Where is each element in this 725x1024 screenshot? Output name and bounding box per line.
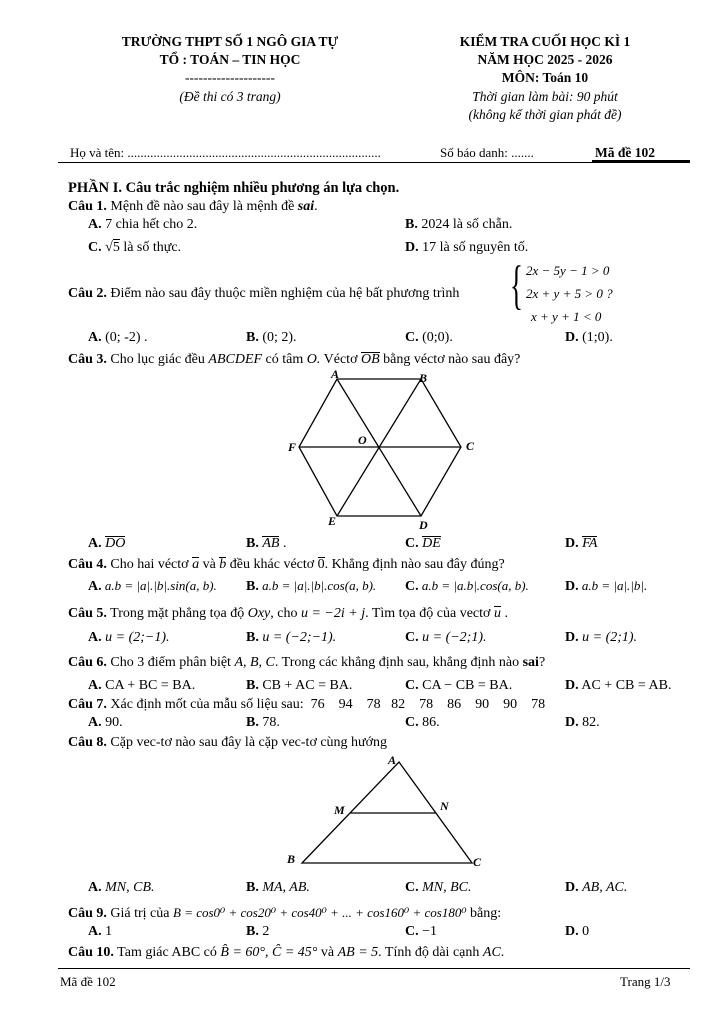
q9-option-d[interactable]: D. 0 — [565, 924, 590, 939]
hex-label-f: F — [288, 440, 297, 454]
tri-label-n: N — [440, 799, 449, 813]
code-underline — [592, 160, 690, 162]
student-id-field: Số báo danh: ....... — [440, 145, 534, 160]
question-4: Câu 4. Cho hai véctơ a và b đều khác véctơ 0. Khẳng định nào sau đây đúng? — [68, 557, 505, 572]
q5-option-b[interactable]: B. u = (−2;−1). — [246, 630, 337, 645]
q6-option-d[interactable]: D. AC + CB = AB. — [565, 678, 672, 693]
q1-option-a[interactable]: A. 7 chia hết cho 2. — [88, 217, 198, 232]
school-name: TRƯỜNG THPT SỐ 1 NGÔ GIA TỰ — [121, 34, 339, 49]
footer-exam-code: Mã đề 102 — [60, 974, 116, 989]
q1-option-c[interactable]: C. √5 là số thực. — [88, 240, 182, 255]
q1-text: Mệnh đề nào sau đây là mệnh đề — [110, 199, 295, 214]
exam-code: Mã đề 102 — [595, 145, 655, 160]
q4-option-c[interactable]: C. a.b = |a.b|.cos(a, b). — [405, 578, 529, 594]
pages-note: (Đề thi có 3 trang) — [179, 89, 281, 104]
q1-option-b[interactable]: B. 2024 là số chẵn. — [405, 217, 513, 232]
q3-option-b[interactable]: B. AB . — [246, 536, 287, 551]
q7-option-c[interactable]: C. 86. — [405, 715, 440, 730]
q5-option-d[interactable]: D. u = (2;1). — [565, 630, 638, 645]
tri-label-a: A — [388, 753, 397, 767]
q5-option-a[interactable]: A. u = (2;−1). — [88, 630, 170, 645]
q3-option-c[interactable]: C. DE — [405, 536, 441, 551]
q5-option-c[interactable]: C. u = (−2;1). — [405, 630, 487, 645]
q4-option-d[interactable]: D. a.b = |a|.|b|. — [565, 578, 648, 594]
q7-option-d[interactable]: D. 82. — [565, 715, 600, 730]
hex-label-b: B — [419, 371, 428, 385]
tri-label-b: B — [287, 852, 296, 866]
q2-option-b[interactable]: B. (0; 2). — [246, 330, 297, 345]
department-name: TỔ : TOÁN – TIN HỌC — [159, 52, 301, 67]
question-8: Câu 8. Cặp vec-tơ nào sau đây là cặp vec-tơ cùng hướng — [68, 735, 388, 750]
hexagon-figure — [280, 368, 480, 538]
q2-option-c[interactable]: C. (0;0). — [405, 330, 453, 345]
q6-option-c[interactable]: C. CA − CB = BA. — [405, 678, 513, 693]
hex-label-a: A — [331, 368, 340, 381]
q2-option-a[interactable]: A. (0; -2) . — [88, 330, 148, 345]
q8-option-c[interactable]: C. MN, BC. — [405, 880, 472, 895]
hex-label-e: E — [328, 514, 337, 528]
header-dashes: -------------------- — [185, 70, 275, 85]
q8-option-b[interactable]: B. MA, AB. — [246, 880, 310, 895]
q4-option-b[interactable]: B. a.b = |a|.|b|.cos(a, b). — [246, 578, 377, 594]
question-6: Câu 6. Cho 3 điểm phân biệt A, B, C. Trong các khẳng định sau, khẳng định nào sai? — [68, 655, 546, 670]
q4-option-a[interactable]: A. a.b = |a|.|b|.sin(a, b). — [88, 578, 217, 594]
q2-option-d[interactable]: D. (1;0). — [565, 330, 613, 345]
system-eq-3: x + y + 1 < 0 — [531, 309, 602, 324]
q6-option-b[interactable]: B. CB + AC = BA. — [246, 678, 353, 693]
student-name-field: Họ và tên: .............................................................................. — [70, 145, 381, 160]
q8-option-a[interactable]: A. MN, CB. — [88, 880, 155, 895]
footer-page-number: Trang 1/3 — [620, 974, 671, 989]
triangle-figure — [282, 752, 492, 872]
q1-option-d[interactable]: D. 17 là số nguyên tố. — [405, 240, 529, 255]
system-brace: { — [510, 255, 523, 315]
q9-option-c[interactable]: C. −1 — [405, 924, 438, 939]
q1-label: Câu 1. — [68, 199, 107, 214]
q1-emph: sai — [297, 199, 315, 214]
question-7: Câu 7. Xác định mốt của mẫu số liệu sau: 76 94 78 82 78 86 90 90 78 — [68, 697, 546, 712]
hex-label-c: C — [466, 439, 475, 453]
subject: MÔN: Toán 10 — [501, 70, 589, 85]
header-divider — [58, 162, 690, 163]
exam-time-note: (không kể thời gian phát đề) — [468, 107, 622, 122]
hex-label-o: O — [358, 433, 367, 447]
exam-title: KIỂM TRA CUỐI HỌC KÌ 1 — [459, 34, 631, 49]
tri-label-m: M — [334, 803, 345, 817]
q3-option-a[interactable]: A. DO — [88, 536, 126, 551]
question-1: Câu 1. Mệnh đề nào sau đây là mệnh đề sai. — [68, 199, 318, 214]
question-10: Câu 10. Tam giác ABC có B̂ = 60°, Ĉ = 45° và AB = 5. Tính độ dài cạnh AC. — [68, 945, 505, 960]
q9-option-a[interactable]: A. 1 — [88, 924, 113, 939]
footer-divider — [58, 968, 690, 969]
q7-option-b[interactable]: B. 78. — [246, 715, 280, 730]
system-eq-1: 2x − 5y − 1 > 0 — [526, 263, 610, 278]
q6-option-a[interactable]: A. CA + BC = BA. — [88, 678, 196, 693]
tri-label-c: C — [473, 855, 482, 869]
q8-option-d[interactable]: D. AB, AC. — [565, 880, 628, 895]
q9-option-b[interactable]: B. 2 — [246, 924, 270, 939]
question-9: Câu 9. Giá trị của B = cos0⁰ + cos20⁰ + cos40⁰ + ... + cos160⁰ + cos180⁰ bằng: — [68, 905, 502, 921]
hex-label-d: D — [419, 518, 428, 532]
section-title: PHẦN I. Câu trắc nghiệm nhiều phương án lựa chọn. — [68, 180, 400, 196]
exam-time: Thời gian làm bài: 90 phút — [472, 89, 618, 104]
question-3: Câu 3. Cho lục giác đều ABCDEF có tâm O. Véctơ OB bằng véctơ nào sau đây? — [68, 352, 521, 367]
question-2: Câu 2. Điểm nào sau đây thuộc miền nghiệm của hệ bất phương trình — [68, 286, 460, 301]
school-year: NĂM HỌC 2025 - 2026 — [477, 52, 613, 67]
system-eq-2: 2x + y + 5 > 0 ? — [526, 286, 613, 301]
question-5: Câu 5. Trong mặt phẳng tọa độ Oxy, cho u = −2i + j. Tìm tọa độ của vectơ u . — [68, 606, 508, 621]
q7-option-a[interactable]: A. 90. — [88, 715, 123, 730]
q3-option-d[interactable]: D. FA — [565, 536, 598, 551]
